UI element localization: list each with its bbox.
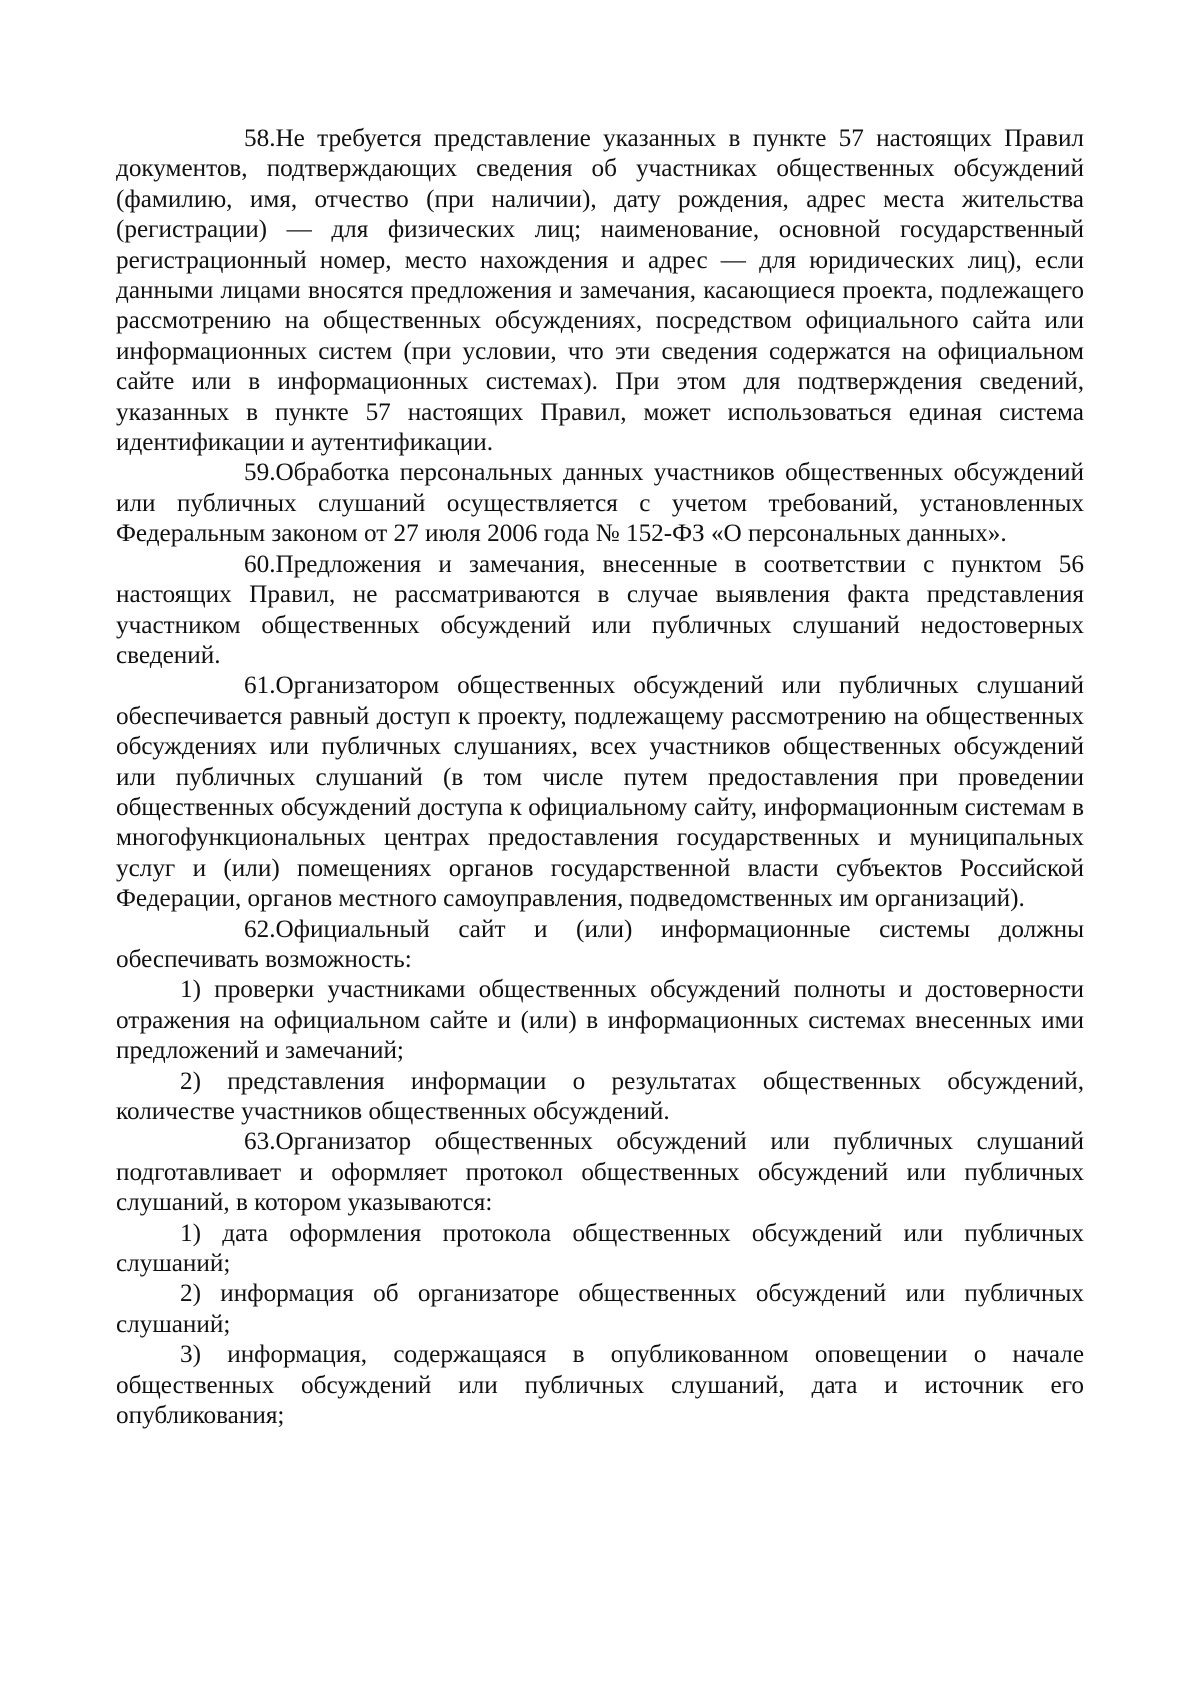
subitem-text: проверки участниками общественных обсуждений полноты и достоверности отражения на официальном сайте и (или) в информационных системах внесенных ими предложений и замечаний; (116, 976, 1084, 1065)
paragraph-number: 60. (244, 550, 276, 578)
subitem-text: информация об организаторе общественных обсуждений или публичных слушаний; (116, 1280, 1084, 1338)
subitem-number: 2) (180, 1280, 201, 1308)
paragraph-59 (116, 458, 1084, 549)
paragraph-number: 62. (244, 915, 276, 943)
paragraph-number: 63. (244, 1128, 276, 1156)
subitem-62-1 (116, 975, 1084, 1066)
paragraph-58 (116, 124, 1084, 458)
subitem-62-2 (116, 1067, 1084, 1128)
paragraph-60 (116, 550, 1084, 672)
subitem-63-1 (116, 1219, 1084, 1280)
paragraph-text: Официальный сайт и (или) информационные системы должны обеспечивать возможность: (116, 915, 1084, 973)
paragraph-number: 58. (244, 125, 276, 152)
subitem-text: информация, содержащаяся в опубликованном оповещении о начале общественных обсуждений или публичных слушаний, дата и источник его опубликования; (116, 1341, 1085, 1430)
paragraph-61 (116, 671, 1084, 914)
paragraph-number: 59. (244, 459, 276, 487)
subitem-number: 2) (180, 1067, 201, 1095)
paragraph-63 (116, 1127, 1084, 1218)
subitem-number: 3) (180, 1341, 201, 1369)
paragraph-text: Организатором общественных обсуждений или публичных слушаний обеспечивается равный доступ к проекту, подлежащему рассмотрению на общественных обсуждениях или публичных слушаниях, всех участников общественных обсуждений или публичных слушаний (в том числе путем предоставления при проведении общественных обсуждений доступа к официальному сайту, информационным системам в многофункциональных центрах предоставления государственных и муниципальных услуг и (или) помещениях органов государственной власти субъектов Российской Федерации, органов местного самоуправления, подведомственных им организаций). (116, 672, 1084, 913)
subitem-63-2 (116, 1279, 1084, 1340)
paragraph-text: Предложения и замечания, внесенные в соответствии с пунктом 56 настоящих Правил, не рассматриваются в случае выявления факта представления участником общественных обсуждений или публичных слушаний недостоверных сведений. (116, 550, 1084, 669)
document-page (116, 124, 1084, 1431)
subitem-number: 1) (180, 1219, 201, 1247)
subitem-text: представления информации о результатах общественных обсуждений, количестве участников общественных обсуждений. (116, 1067, 1085, 1125)
paragraph-62 (116, 915, 1084, 976)
paragraph-text: Обработка персональных данных участников общественных обсуждений или публичных слушаний осуществляется с учетом требований, установленных Федеральным законом от 27 июля 2006 года № 152-ФЗ «О персональных данных». (116, 459, 1084, 548)
paragraph-text: Не требуется представление указанных в пункте 57 настоящих Правил документов, подтверждающих сведения об участниках общественных обсуждений (фамилию, имя, отчество (при наличии), дату рождения, адрес места жительства (регистрации) — для физических лиц; наименование, основной государственный регистрационный номер, место нахождения и адрес — для юридических лиц), если данными лицами вносятся предложения и замечания, касающиеся проекта, подлежащего рассмотрению на общественных обсуждениях, посредством официального сайта или информационных систем (при условии, что эти сведения содержатся на официальном сайте или в информационных системах). При этом для подтверждения сведений, указанных в пункте 57 настоящих Правил, может использоваться единая система идентификации и аутентификации. (116, 125, 1084, 457)
subitem-number: 1) (180, 976, 201, 1004)
subitem-text: дата оформления протокола общественных обсуждений или публичных слушаний; (116, 1219, 1085, 1278)
subitem-63-3 (116, 1340, 1084, 1431)
paragraph-number: 61. (244, 672, 276, 700)
paragraph-text: Организатор общественных обсуждений или публичных слушаний подготавливает и оформляет протокол общественных обсуждений или публичных слушаний, в котором указываются: (116, 1128, 1084, 1217)
